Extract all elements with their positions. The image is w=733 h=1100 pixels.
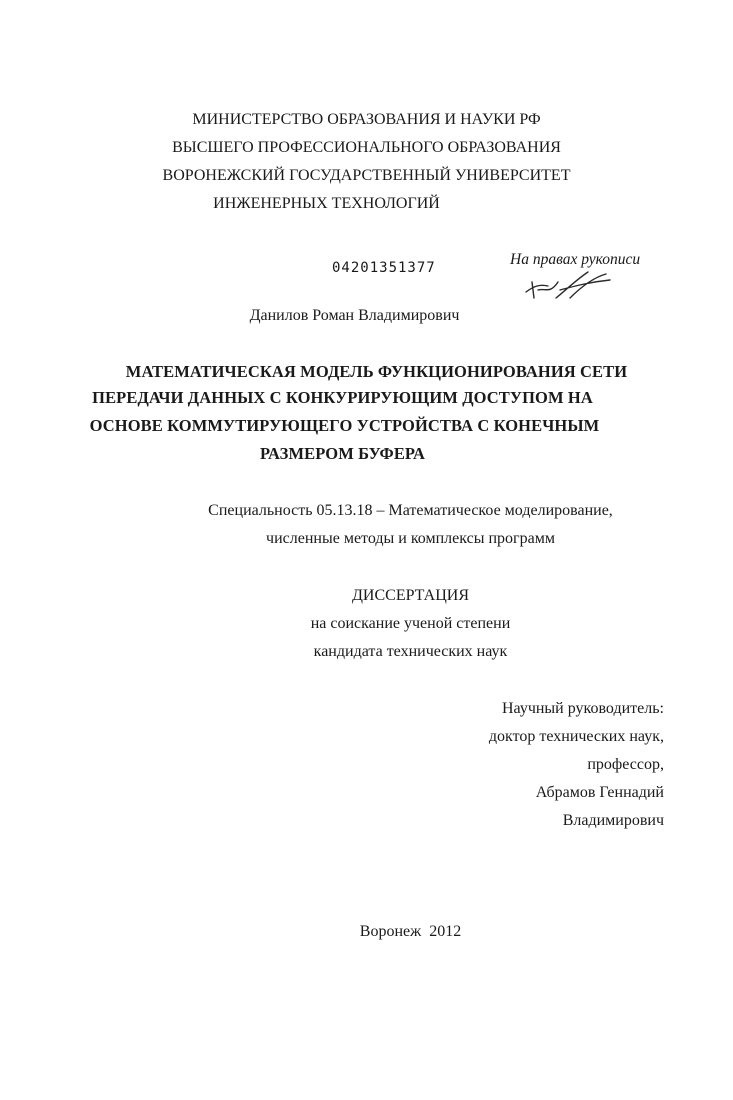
supervisor-label: Научный руководитель:: [501, 700, 664, 717]
header-technologies: ИНЖЕНЕРНЫХ ТЕХНОЛОГИЙ: [213, 195, 440, 212]
dissertation-degree-line-1: на соискание ученой степени: [310, 615, 511, 632]
supervisor-patronymic: Владимирович: [562, 812, 664, 829]
header-ministry: МИНИСТЕРСТВО ОБРАЗОВАНИЯ И НАУКИ РФ: [192, 111, 541, 128]
supervisor-title: профессор,: [587, 756, 664, 773]
specialty-line-2: численные методы и комплексы программ: [266, 530, 555, 547]
header-education: ВЫСШЕГО ПРОФЕССИОНАЛЬНОГО ОБРАЗОВАНИЯ: [172, 139, 561, 156]
title-line-1: МАТЕМАТИЧЕСКАЯ МОДЕЛЬ ФУНКЦИОНИРОВАНИЯ СЕТИ: [125, 362, 628, 381]
supervisor-degree: доктор технических наук,: [488, 728, 664, 745]
title-line-4: РАЗМЕРОМ БУФЕРА: [259, 444, 426, 463]
title-line-3: ОСНОВЕ КОММУТИРУЮЩЕГО УСТРОЙСТВА С КОНЕЧНЫМ: [89, 416, 600, 435]
author-name: Данилов Роман Владимирович: [249, 307, 460, 324]
signature-icon: [520, 268, 620, 304]
supervisor-name: Абрамов Геннадий: [535, 784, 664, 801]
dissertation-heading: ДИССЕРТАЦИЯ: [352, 587, 469, 604]
dissertation-degree-line-2: кандидата технических наук: [313, 643, 508, 660]
title-line-2: ПЕРЕДАЧИ ДАННЫХ С КОНКУРИРУЮЩИМ ДОСТУПОМ НА: [92, 388, 593, 407]
registration-number: 04201351377: [332, 260, 436, 276]
header-university: ВОРОНЕЖСКИЙ ГОСУДАРСТВЕННЫЙ УНИВЕРСИТЕТ: [162, 167, 571, 184]
manuscript-note: На правах рукописи: [510, 251, 641, 268]
specialty-line-1: Специальность 05.13.18 – Математическое моделирование,: [208, 502, 613, 519]
city-year: Воронеж 2012: [359, 923, 462, 940]
